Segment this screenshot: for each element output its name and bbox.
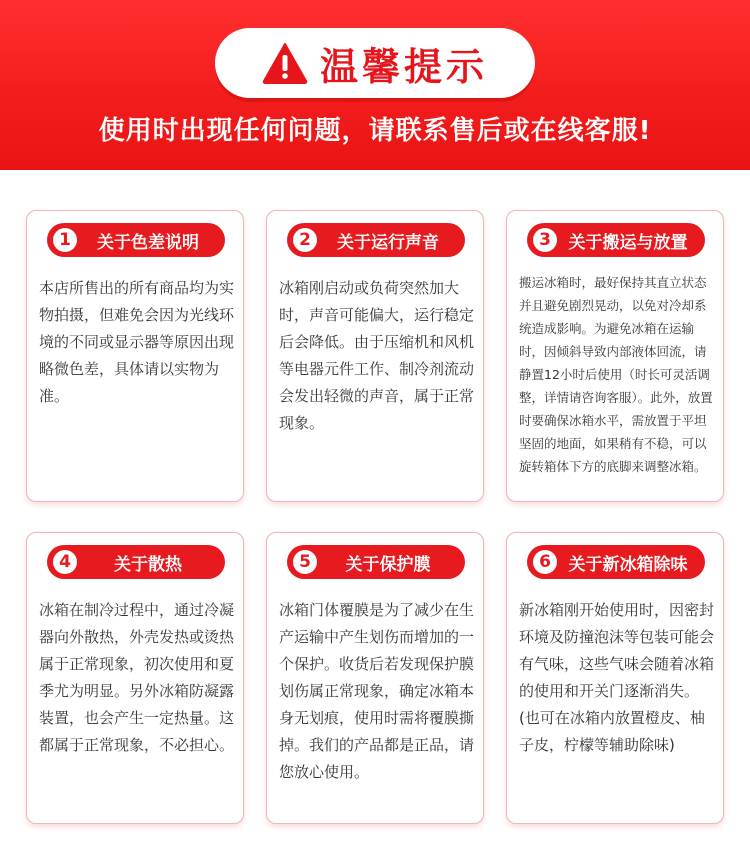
warning-icon <box>262 41 308 85</box>
card-transport-placement <box>506 210 724 502</box>
card-header-badge <box>527 223 705 257</box>
card-text: 冰箱在制冷过程中，通过冷凝器向外散热，外壳发热或烫热属于正常现象，初次使用和夏季尤为明显。另外冰箱防凝露装置，也会产生一定热量。这都属于正常现象，不必担心。 <box>39 601 235 754</box>
card-text: 本店所售出的所有商品均为实物拍摄，但难免会因为光线环境的不同或显示器等原因出现略微色差，具体请以实物为准。 <box>39 279 235 405</box>
card-text: 搬运冰箱时，最好保持其直立状态并且避免剧烈晃动，以免对冷却系统造成影响。为避免冰箱在运输时，因倾斜导致内部液体回流，请静置12小时后使用（时长可灵活调整，详情请咨询客服）。此外，放置时要确保冰箱水平，需放置于平坦坚固的地面，如果稍有不稳，可以旋转箱体下方的底脚来调整冰箱。 <box>519 275 713 474</box>
card-odor-removal <box>506 532 724 824</box>
card-title: 关于保护膜 <box>345 554 431 575</box>
card-title: 关于搬运与放置 <box>568 232 688 253</box>
card-title: 关于新冰箱除味 <box>568 554 688 575</box>
number-badge: 3 <box>533 228 557 252</box>
card-color-difference <box>26 210 244 502</box>
card-heat-dissipation <box>26 532 244 824</box>
card-protective-film <box>266 532 484 824</box>
card-header-badge <box>47 545 225 579</box>
card-header-badge <box>287 223 465 257</box>
title-badge <box>215 28 535 98</box>
number-badge: 5 <box>293 550 317 574</box>
card-header-badge <box>47 223 225 257</box>
card-running-sound <box>266 210 484 502</box>
page-title: 温馨提示 <box>319 44 488 89</box>
card-title: 关于散热 <box>114 554 182 575</box>
number-badge: 4 <box>53 550 77 574</box>
card-text: 冰箱刚启动或负荷突然加大时，声音可能偏大，运行稳定后会降低。由于压缩机和风机等电器元件工作、制冷剂流动会发出轻微的声音，属于正常现象。 <box>279 279 475 432</box>
card-text: 冰箱门体覆膜是为了减少在生产运输中产生划伤而增加的一个保护。收货后若发现保护膜划伤属正常现象，确定冰箱本身无划痕，使用时需将覆膜撕掉。我们的产品都是正品，请您放心使用。 <box>279 601 475 781</box>
card-title: 关于运行声音 <box>337 232 439 253</box>
number-badge: 6 <box>533 550 557 574</box>
card-text: 新冰箱刚开始使用时，因密封环境及防撞泡沫等包装可能会有气味，这些气味会随着冰箱的使用和开关门逐渐消失。(也可在冰箱内放置橙皮、柚子皮，柠檬等辅助除味) <box>519 601 715 754</box>
card-header-badge <box>527 545 705 579</box>
number-badge: 2 <box>293 228 317 252</box>
card-title: 关于色差说明 <box>97 232 199 253</box>
header-banner <box>0 0 750 170</box>
number-badge: 1 <box>53 228 77 252</box>
page-subtitle: 使用时出现任何问题，请联系售后或在线客服! <box>98 116 652 146</box>
card-header-badge <box>287 545 465 579</box>
